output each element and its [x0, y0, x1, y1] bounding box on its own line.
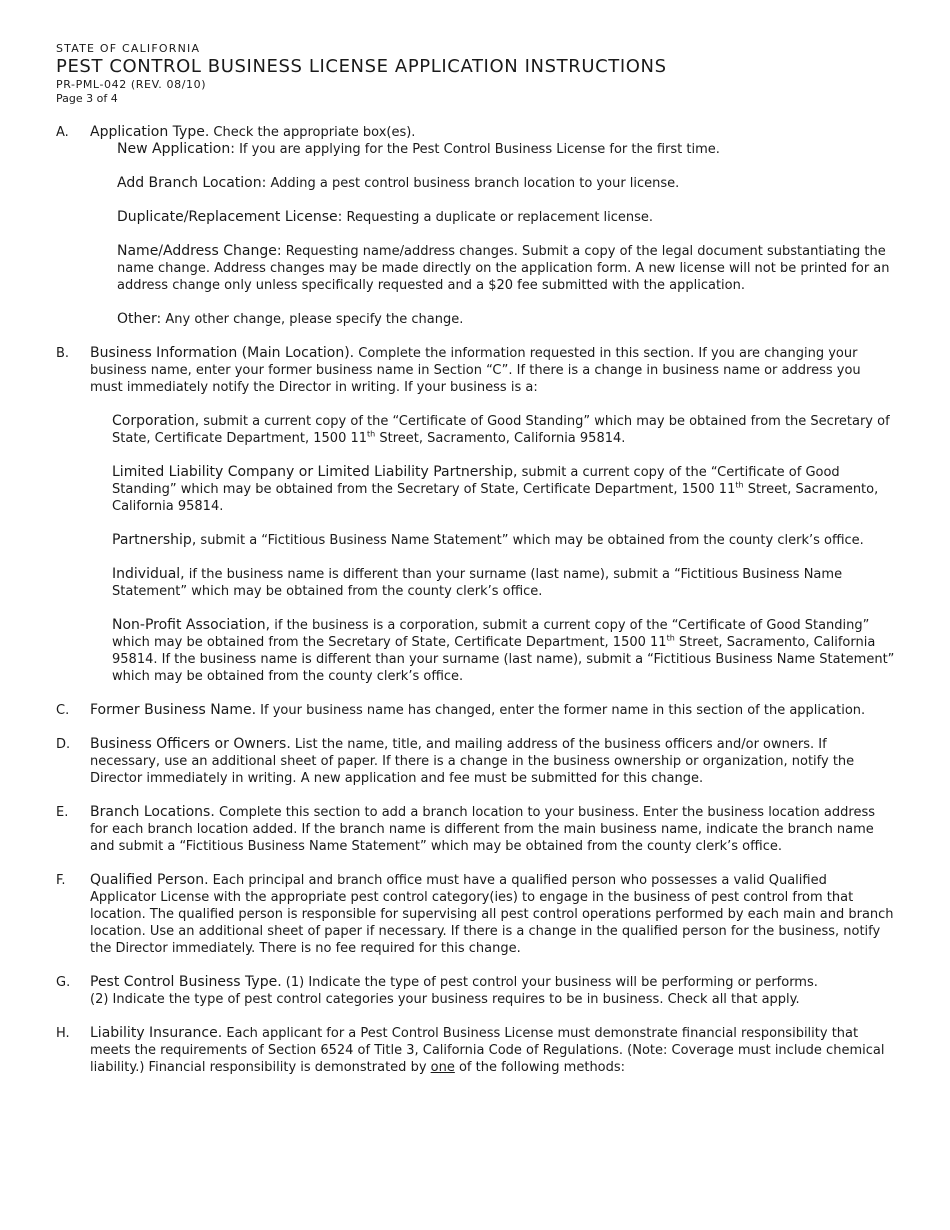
section-heading: Business Officers or Owners. — [90, 736, 291, 752]
section-letter: C. — [56, 703, 70, 718]
section-text: If your business name has changed, enter the former name in this section of the application. — [260, 703, 866, 718]
application-type-duplicate — [117, 209, 896, 226]
application-type-add-branch — [117, 175, 896, 192]
item-heading: Other: — [117, 311, 162, 327]
item-heading: Name/Address Change: — [117, 243, 282, 259]
section-text-second-line: (2) Indicate the type of pest control categories your business requires to be in business. Check all that apply. — [90, 992, 800, 1007]
form-number: PR-PML-042 (REV. 08/10) — [56, 78, 207, 91]
item-text: Adding a pest control business branch location to your license. — [270, 176, 680, 191]
item-text: Requesting a duplicate or replacement license. — [346, 210, 654, 225]
underlined-word: one — [430, 1060, 455, 1075]
document-page — [56, 42, 896, 1076]
section-heading: Qualified Person. — [90, 872, 209, 888]
entity-text-end: Street, Sacramento, California 95814. — [112, 482, 879, 514]
item-text: Any other change, please specify the change. — [165, 312, 464, 327]
section-letter: B. — [56, 346, 70, 361]
item-heading: Duplicate/Replacement License: — [117, 209, 343, 225]
application-type-name-address-change — [117, 243, 896, 294]
section-text: Each applicant for a Pest Control Business License must demonstrate financial responsibility that meets the requirements of Section 6524 of Title 3, California Code of Regulations. (Note: Coverage must include chemical liability.) Financial responsibility is demonstrated by — [90, 1026, 885, 1075]
section-letter: D. — [56, 737, 71, 752]
ordinal-suffix: th — [367, 429, 376, 439]
entity-heading: Non-Profit Association, — [112, 617, 271, 633]
section-heading: Pest Control Business Type. — [90, 974, 282, 990]
section-letter: F. — [56, 873, 66, 888]
item-heading: Add Branch Location: — [117, 175, 267, 191]
entity-non-profit — [112, 617, 896, 685]
entity-heading: Limited Liability Company or Limited Liability Partnership, — [112, 464, 518, 480]
section-text-end: of the following methods: — [454, 1060, 626, 1075]
section-text: Complete the information requested in this section. If you are changing your business name, enter your former business name in Section “C”. If there is a change in business name or address you must immediately notify the Director in writing. If your business is a: — [90, 346, 861, 395]
entity-corporation — [112, 413, 896, 447]
section-letter: H. — [56, 1026, 70, 1041]
application-type-other — [117, 311, 896, 328]
ordinal-suffix: th — [666, 633, 675, 643]
section-letter: E. — [56, 805, 69, 820]
entity-text: submit a “Fictitious Business Name Statement” which may be obtained from the county clerk’s office. — [200, 533, 864, 548]
page-number: Page 3 of 4 — [56, 92, 118, 105]
entity-text: submit a current copy of the “Certificate of Good Standing” which may be obtained from the Secretary of State, Certificate Department, 1500 11 — [112, 414, 890, 446]
entity-heading: Partnership, — [112, 532, 197, 548]
section-text: Each principal and branch office must have a qualified person who possesses a valid Qualified Applicator License with the appropriate pest control category(ies) to engage in the business of pest control from that location. The qualified person is responsible for supervising all pest control operations performed by each main and branch location. Use an additional sheet of paper if necessary. If there is a change in the qualified person for the business, notify the Director immediately. There is no fee required for this change. — [90, 873, 894, 956]
state-label: STATE OF CALIFORNIA — [56, 42, 201, 55]
entity-heading: Individual, — [112, 566, 185, 582]
section-heading: Former Business Name. — [90, 702, 257, 718]
document-title: PEST CONTROL BUSINESS LICENSE APPLICATION INSTRUCTIONS — [56, 56, 667, 77]
entity-text: submit a current copy of the “Certificate of Good Standing” which may be obtained from the Secretary of State, Certificate Department, 1500 11 — [112, 465, 840, 497]
section-text: Complete this section to add a branch location to your business. Enter the business location address for each branch location added. If the branch name is different from the main business name, indicate the branch name and submit a “Fictitious Business Name Statement” which may be obtained from the county clerk’s office. — [90, 805, 875, 854]
entity-individual — [112, 566, 896, 600]
entity-text-end: Street, Sacramento, California 95814. If the business name is different than your surname (last name), submit a “Fictitious Business Name Statement” which may be obtained from the county clerk’s office. — [112, 635, 895, 684]
section-letter: G. — [56, 975, 71, 990]
section-e — [56, 804, 896, 855]
section-d — [56, 736, 896, 787]
entity-text-end: Street, Sacramento, California 95814. — [375, 431, 626, 446]
section-heading: Branch Locations. — [90, 804, 215, 820]
section-b — [56, 345, 896, 396]
document-header — [56, 42, 896, 106]
entity-llc-llp — [112, 464, 896, 515]
item-text: If you are applying for the Pest Control Business License for the first time. — [239, 142, 720, 157]
section-heading: Application Type. — [90, 124, 210, 140]
section-a — [56, 124, 896, 141]
section-heading: Liability Insurance. — [90, 1025, 223, 1041]
section-text: Check the appropriate box(es). — [213, 125, 416, 140]
section-c — [56, 702, 896, 719]
section-h — [56, 1025, 896, 1076]
section-f — [56, 872, 896, 957]
entity-partnership — [112, 532, 896, 549]
entity-text: if the business name is different than your surname (last name), submit a “Fictitious Business Name Statement” which may be obtained from the county clerk’s office. — [112, 567, 843, 599]
section-g — [56, 974, 896, 1008]
entity-text: if the business is a corporation, submit a current copy of the “Certificate of Good Standing” which may be obtained from the Secretary of State, Certificate Department, 1500 11 — [112, 618, 870, 650]
section-text: List the name, title, and mailing address of the business officers and/or owners. If necessary, use an additional sheet of paper. If there is a change in the business ownership or organization, notify the Director immediately in writing. A new application and fee must be submitted for this change. — [90, 737, 855, 786]
entity-heading: Corporation, — [112, 413, 200, 429]
item-text: Requesting name/address changes. Submit a copy of the legal document substantiating the name change. Address changes may be made directly on the application form. A new license will not be printed for an address change only unless specifically requested and a $20 fee submitted with the application. — [117, 244, 890, 293]
section-letter: A. — [56, 125, 69, 140]
application-type-new — [117, 141, 896, 158]
section-text: (1) Indicate the type of pest control your business will be performing or performs. — [285, 975, 818, 990]
ordinal-suffix: th — [735, 480, 744, 490]
item-heading: New Application: — [117, 141, 235, 157]
section-heading: Business Information (Main Location). — [90, 345, 355, 361]
